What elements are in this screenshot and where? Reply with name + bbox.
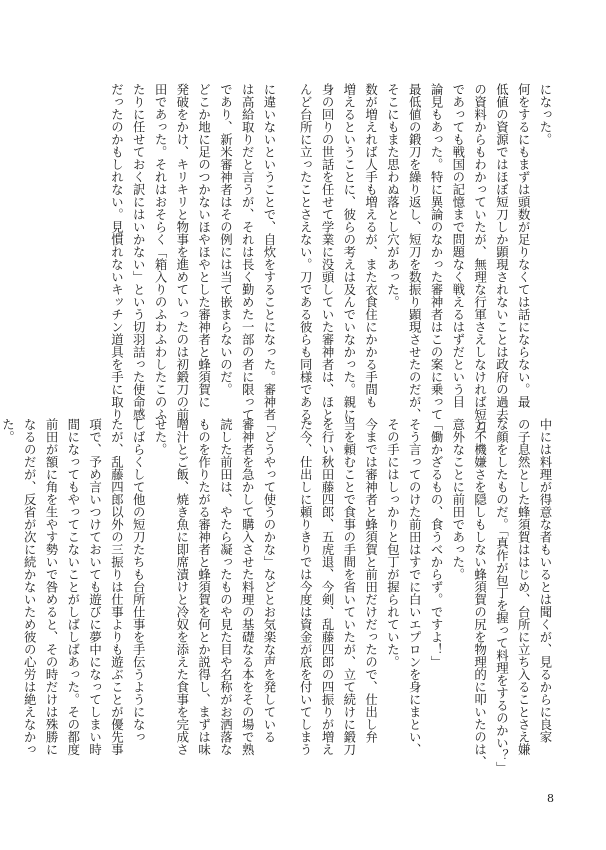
text-line: 発破をかけ、キリキリと物事を進めていったのは初鍛刀の前 [174, 83, 190, 421]
text-block-upper-right [298, 83, 556, 433]
page-number: 8 [547, 792, 554, 805]
text-line: 噌汁とご飯、焼き魚に即席漬けと冷奴を添えた食事を完成さ [174, 418, 190, 756]
text-line: んど台所に立ったことさえない。刀である彼らも同様である。 [298, 83, 314, 433]
text-line: しばらくして他の短刀たちも台所仕事を手伝うようになっ [131, 418, 147, 743]
text-line: 中には料理が得意な者もいるとは聞くが、見るからに良家 [538, 418, 553, 743]
text-line: 身の回りの世話を任せて学業に没頭していた審神者は、ほと [320, 83, 336, 421]
text-block-upper-left [30, 83, 280, 421]
text-line: 数が増えれば人手も増えるが、また衣食住にかかる手間も [363, 83, 379, 408]
text-line: ものを作りたがる審神者と蜂須賀を何とか説得し、まずは味 [196, 418, 212, 756]
text-line: どこか地に足のつかないほやほやとした審神者と蜂須賀に [196, 83, 212, 408]
text-line: せた。 [153, 418, 169, 456]
text-line: そう言ってのけた前田はすでに白いエプロンを身にまとい、 [407, 418, 423, 756]
text-line: 増えるということに、彼らの考えは及んでいなかった。親に [341, 83, 357, 421]
text-line: 何をするにもまずは頭数が足りなくては話にならない。最 [516, 83, 532, 408]
text-line: たりに任せておく訳にはいかない」という切羽詰った使命感 [131, 83, 147, 421]
text-line: たが、乱藤四郎以外の三振りは仕事よりも遊ぶことが優先事 [109, 418, 125, 756]
text-line: な顔をしたものだ。「真作が包丁を握って料理をするのかい？」 [494, 418, 510, 775]
text-line: 「働かざるもの、食うべからず。ですよ！」 [429, 418, 445, 668]
text-line: は高給取りだと言うが、それは長く勤めた一部の者に限って [240, 83, 256, 421]
text-line: の資料からもわかっていたが、無理な行軍さえしなければ短刀 [472, 83, 488, 433]
text-line: 審神者を急かして購入させた料理の基礎なる本をその場で熟 [240, 418, 256, 756]
text-line: 田であった。それはおそらく「箱入りのふわふわしたこのふ [153, 83, 169, 421]
text-block-lower-right [298, 418, 556, 775]
text-line: 前田が額に角を生やす勢いで咎めると、その時だけは殊勝に [44, 418, 60, 756]
text-line: 項で、予め言いつけておいても遊びに夢中になってしまい時 [87, 418, 103, 756]
text-line: 意外なことに前田であった。 [450, 418, 466, 581]
text-line: その手にはしっかりと包丁が握られていた。 [385, 418, 401, 668]
text-line: の子息然とした蜂須賀ははじめ、台所に立ち入ることさえ嫌 [516, 418, 532, 756]
text-line: た今、仕出しに頼りきりでは今度は資金が底を付いてしまう [298, 418, 314, 756]
text-line: 低値の資源ではほぼ短刀しか顕現されないことは政府の過去 [494, 83, 510, 421]
text-line: に違いないということで、自炊をすることになった。審神者 [262, 83, 277, 421]
text-line: 間になってもやってこないことがしばしばあった。その都度 [65, 418, 81, 756]
text-line: 読した前田は、やたら凝ったものや見た目や名称がお洒落な [218, 418, 234, 756]
text-line: 最低値の鍛刀を繰り返し、短刀を数振り顕現させたのだが、 [407, 83, 423, 421]
text-line: 「どうやって使うのかな」などとお気楽な声を発している [262, 418, 277, 743]
text-line: だったのかもしれない。見慣れないキッチン道具を手に取り [109, 83, 125, 421]
text-line: であり、新米審神者はその例には当て嵌まらないのだ。 [218, 83, 234, 396]
text-line: そこにもまた思わぬ落とし穴があった。 [385, 83, 401, 308]
text-line: を行い秋田藤四郎、五虎退、今剣、乱藤四郎の四振りが増え [320, 418, 336, 756]
text-line: 当を頼むことで食事の手間を省いていたが、立て続けに鍛刀 [341, 418, 357, 756]
text-line: 今までは審神者と蜂須賀と前田だけだったので、仕出し弁 [363, 418, 379, 743]
text-line: なるのだが、反省が次に続かないため彼の心労は絶えなかっ [22, 418, 38, 756]
text-line: になった。 [538, 83, 553, 146]
text-line: 論見もあった。特に異論のなかった審神者はこの案に乗って [429, 83, 445, 421]
text-block-lower-left [0, 418, 280, 758]
text-line: と不機嫌さを隠しもしない蜂須賀の尻を物理的に叩いたのは、 [472, 418, 488, 768]
text-line: た。 [0, 418, 16, 443]
text-line: であっても戦国の記憶まで問題なく戦えるはずだという目 [450, 83, 466, 408]
